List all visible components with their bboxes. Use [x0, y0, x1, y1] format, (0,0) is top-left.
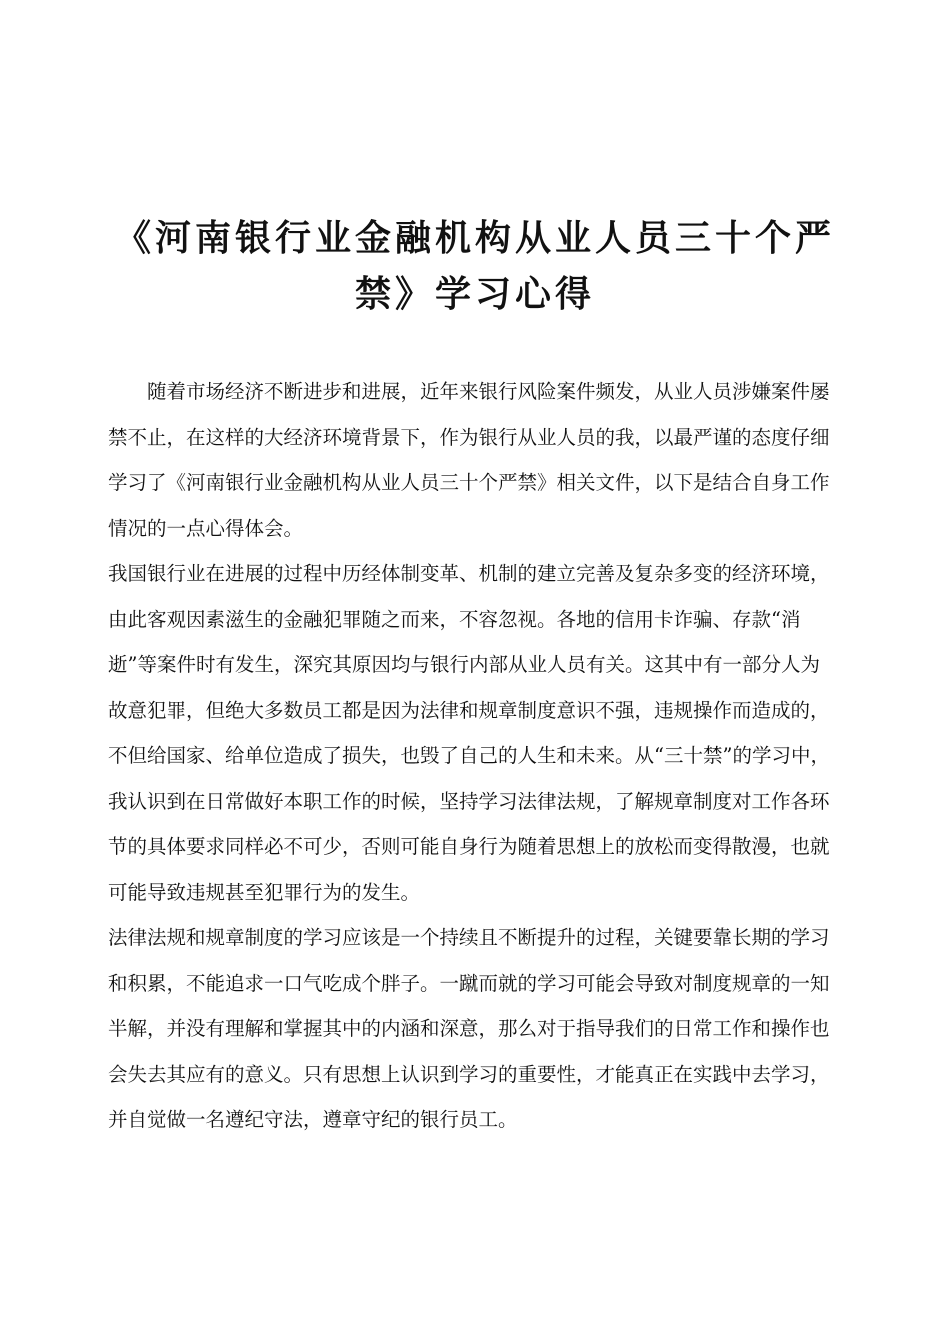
text-line: 由此客观因素滋生的金融犯罪随之而来，不容忽视。各地的信用卡诈骗、存款“消	[108, 607, 801, 631]
text-line: 可能导致违规甚至犯罪行为的发生。	[108, 880, 421, 904]
text-line: 并自觉做一名遵纪守法，遵章守纪的银行员工。	[108, 1108, 518, 1131]
title-line: 禁》学习心得	[354, 273, 595, 315]
paragraph-intro	[108, 369, 852, 551]
text-line: 节的具体要求同样必不可少，否则可能自身行为随着思想上的放松而变得散漫，也就	[108, 835, 830, 858]
text-line: 和积累，不能追求一口气吃成个胖子。一蹴而就的学习可能会导致对制度规章的一知	[108, 971, 830, 995]
text-line: 随着市场经济不断进步和进展，近年来银行风险案件频发，从业人员涉嫌案件屡	[147, 380, 830, 403]
document-title	[100, 210, 850, 322]
text-line: 逝”等案件时有发生，深究其原因均与银行内部从业人员有关。这其中有一部分人为	[108, 653, 820, 676]
paragraph-background	[108, 551, 852, 915]
title-line: 《河南银行业金融机构从业人员三十个严	[114, 217, 835, 259]
paragraph-conclusion	[108, 915, 852, 1143]
document-body	[108, 369, 852, 1143]
text-line: 我国银行业在进展的过程中历经体制变革、机制的建立完善及复杂多变的经济环境，	[108, 562, 830, 585]
text-line: 情况的一点心得体会。	[108, 516, 304, 540]
text-line: 学习了《河南银行业金融机构从业人员三十个严禁》相关文件，以下是结合自身工作	[108, 471, 830, 494]
text-line: 会失去其应有的意义。只有思想上认识到学习的重要性，才能真正在实践中去学习，	[108, 1062, 830, 1086]
text-line: 故意犯罪，但绝大多数员工都是因为法律和规章制度意识不强，违规操作而造成的，	[108, 698, 830, 722]
text-line: 不但给国家、给单位造成了损失，也毁了自己的人生和未来。从“三十禁”的学习中，	[108, 744, 830, 767]
text-line: 我认识到在日常做好本职工作的时候，坚持学习法律法规，了解规章制度对工作各环	[108, 789, 830, 813]
text-line: 法律法规和规章制度的学习应该是一个持续且不断提升的过程，关键要靠长期的学习	[108, 926, 830, 949]
text-line: 禁不止，在这样的大经济环境背景下，作为银行从业人员的我，以最严谨的态度仔细	[108, 425, 830, 449]
text-line: 半解，并没有理解和掌握其中的内涵和深意，那么对于指导我们的日常工作和操作也	[108, 1017, 830, 1040]
